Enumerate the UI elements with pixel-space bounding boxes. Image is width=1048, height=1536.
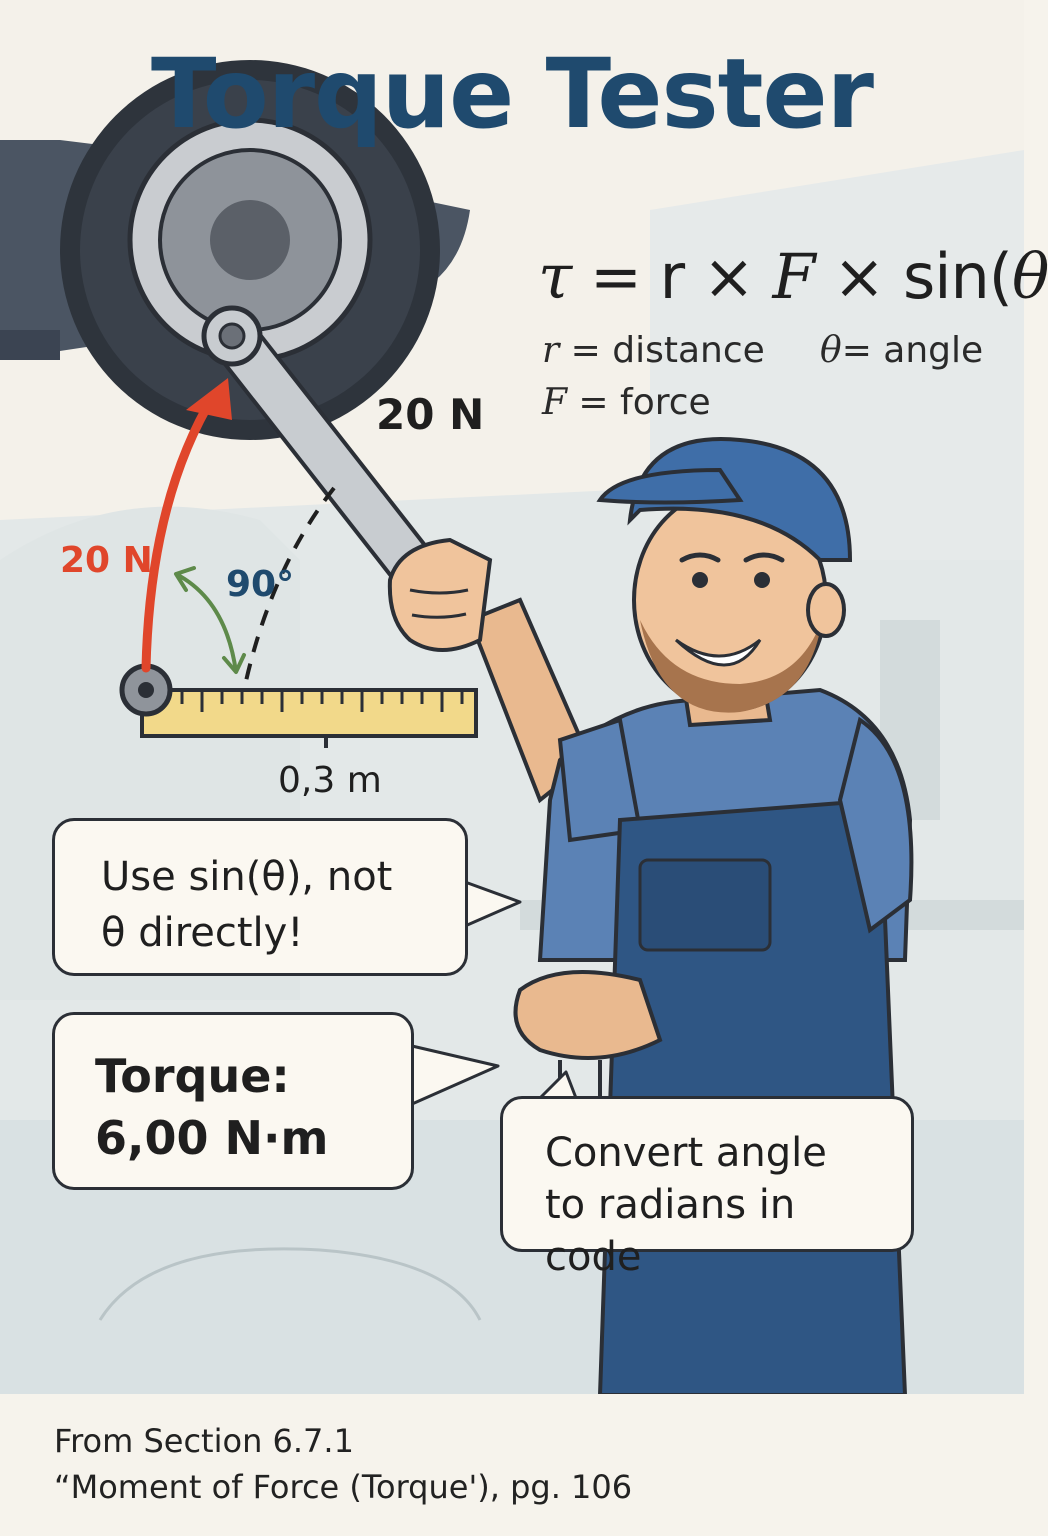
bubble-torque-result [52, 1012, 414, 1190]
formula-tau: τ [538, 240, 572, 313]
legend-distance [542, 330, 765, 371]
legend-force [542, 382, 711, 423]
legend-f-text: = force [566, 382, 711, 423]
footer-reference: “Moment of Force (Torque'), pg. 106 [54, 1468, 633, 1506]
legend-r-text: = distance [559, 330, 765, 371]
source-footer [0, 1394, 1024, 1536]
legend-theta-symbol: θ [820, 330, 842, 371]
bubble-sin-tip [52, 818, 468, 976]
footer-section: From Section 6.7.1 [54, 1422, 354, 1460]
distance-label: 0,3 m [278, 760, 382, 801]
legend-f-symbol: F [542, 382, 567, 423]
legend-r-symbol: r [542, 330, 560, 371]
bubble-radians-line1: Convert angle [545, 1130, 827, 1176]
force-label-wrench: 20 N [376, 390, 485, 439]
torque-formula [538, 240, 1048, 313]
legend-theta-text: = angle [841, 330, 984, 371]
formula-theta: θ [1011, 240, 1048, 313]
formula-equals: = r × [571, 240, 773, 313]
legend-angle [820, 330, 983, 371]
torque-result-value: 6,00 N·m [95, 1111, 329, 1165]
formula-sin: × sin( [814, 240, 1012, 313]
bubble-radians-line2: to radians in code [545, 1182, 796, 1280]
pivot-icon [122, 666, 170, 714]
bubble-sin-line2: θ directly! [101, 910, 304, 956]
torque-result-label: Torque: [95, 1049, 290, 1103]
bubble-sin-line1: Use sin(θ), not [101, 854, 393, 900]
angle-label: 90° [226, 564, 295, 605]
formula-force: F [772, 240, 815, 313]
force-label-arrow: 20 N [60, 540, 153, 581]
page-title: Torque Tester [151, 38, 873, 150]
bubble-radians-tip [500, 1096, 914, 1280]
